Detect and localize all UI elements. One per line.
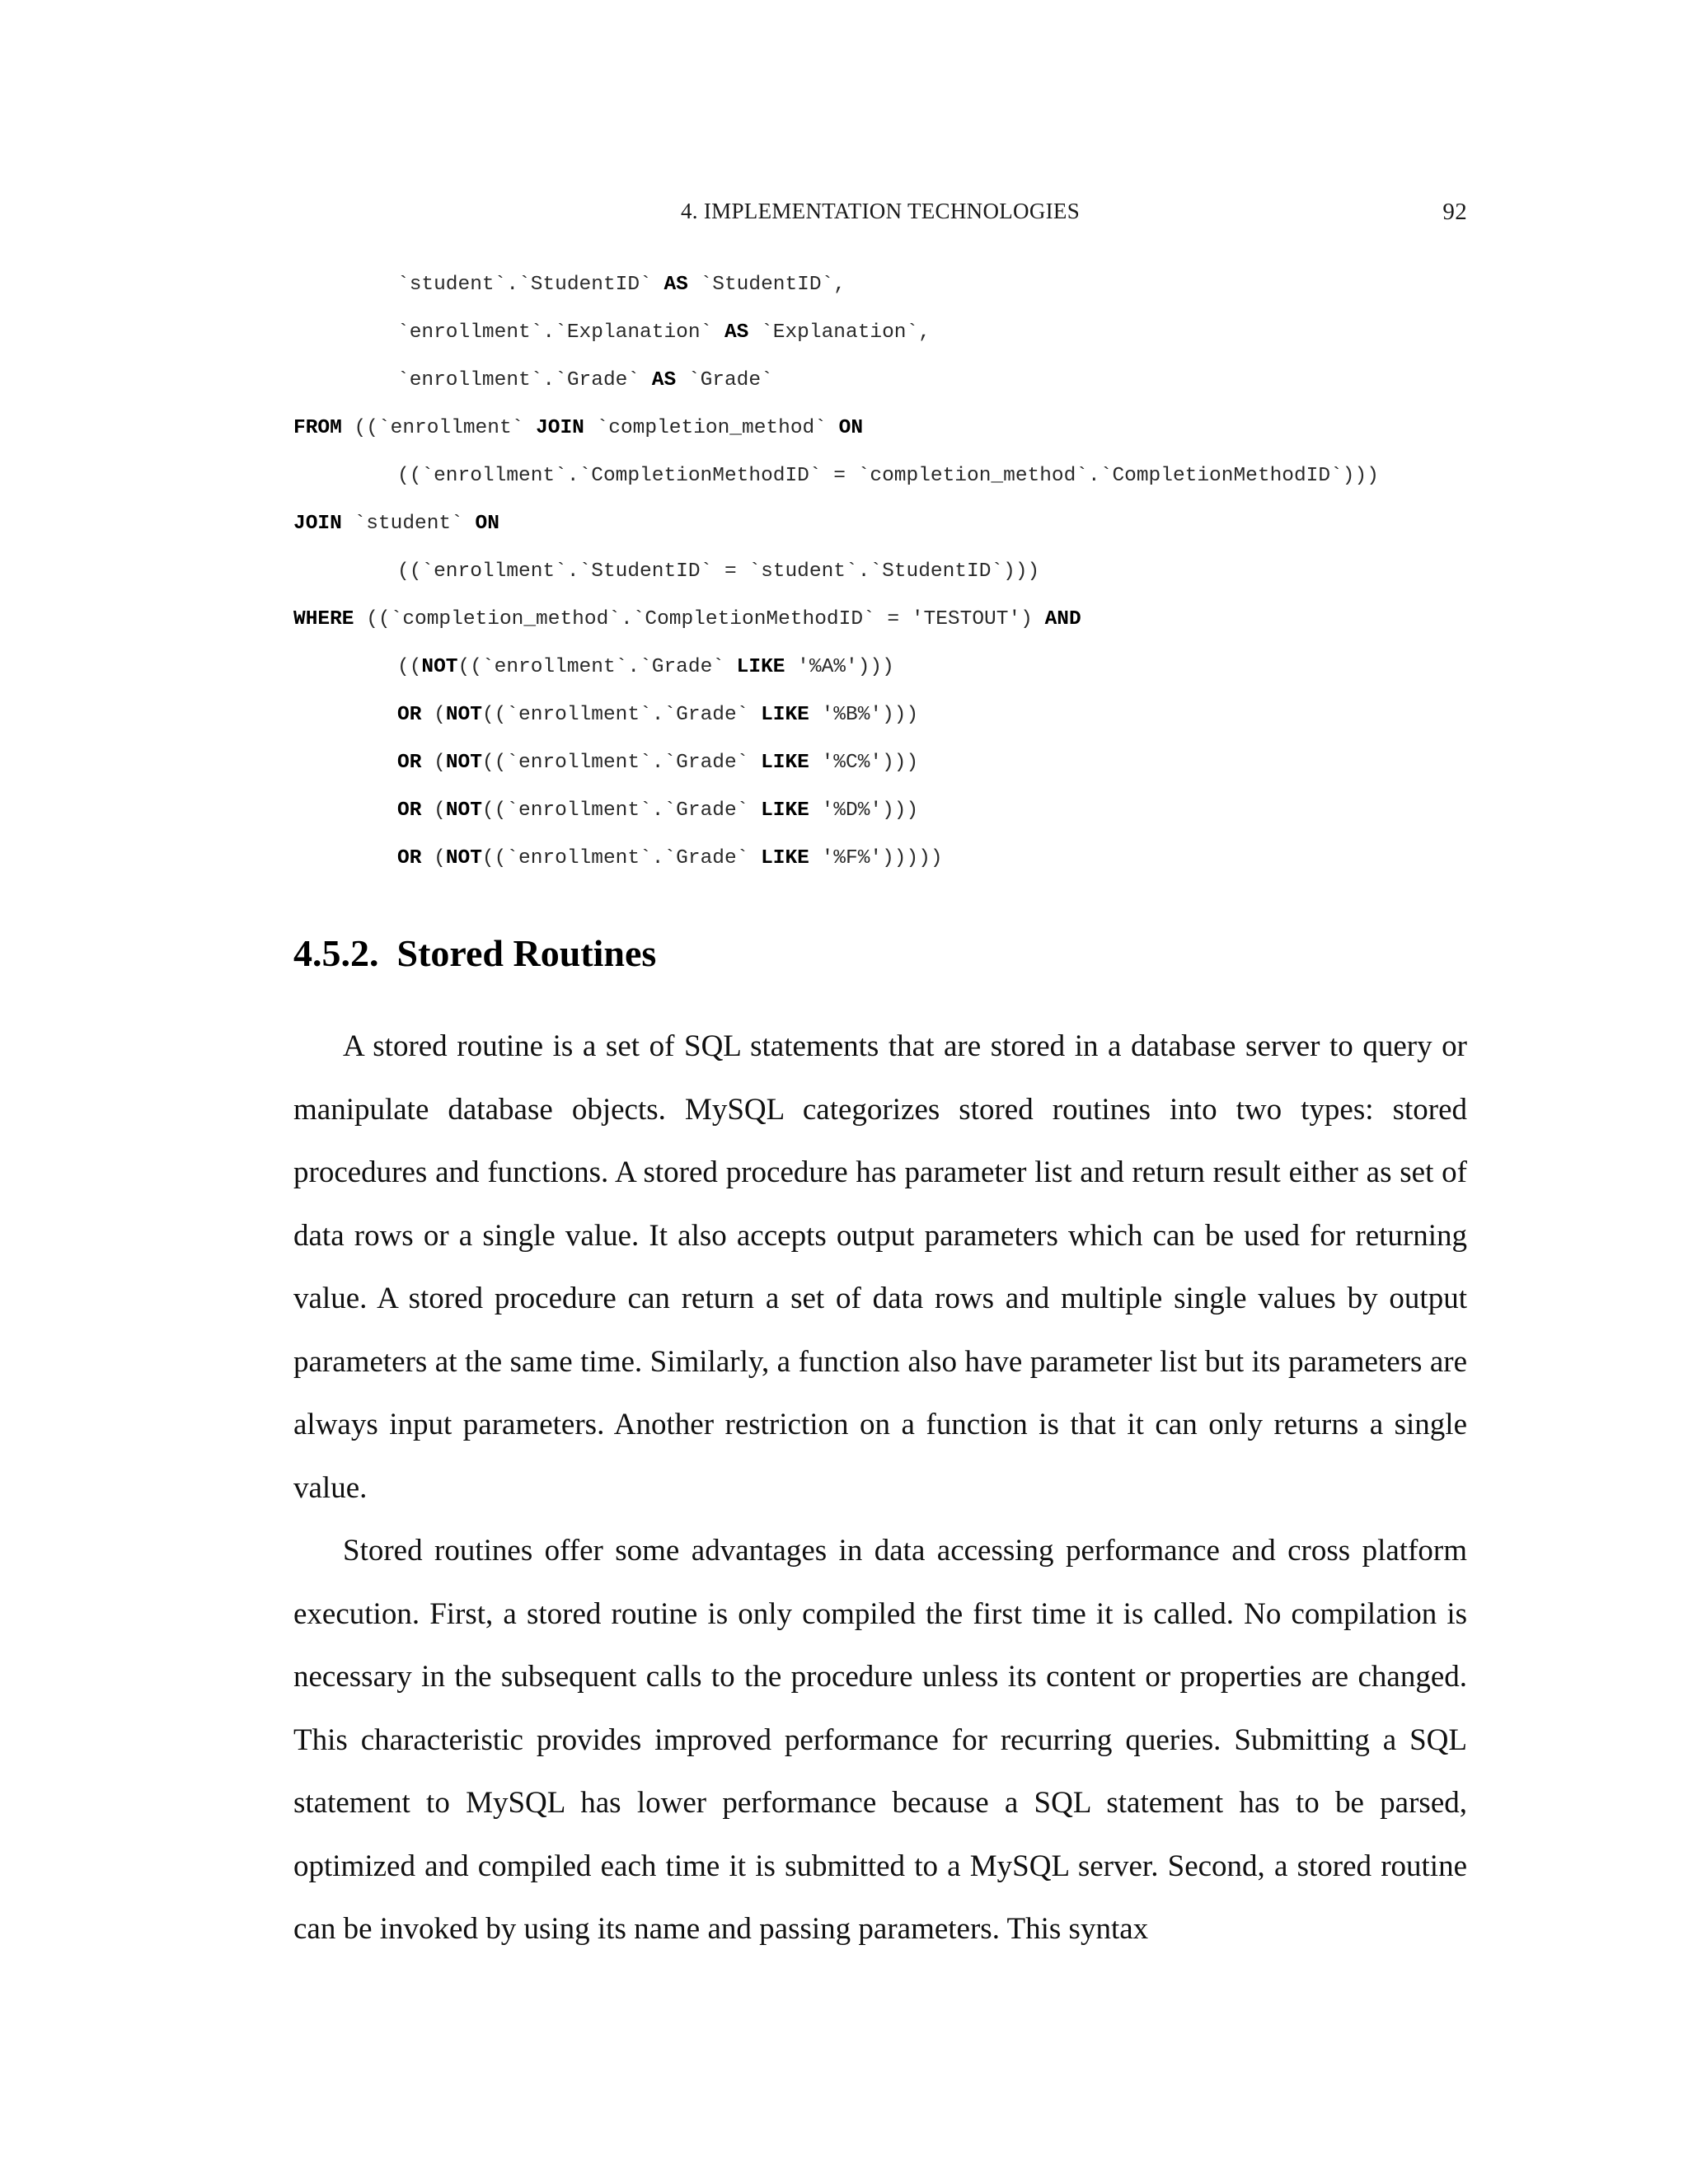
code-text: '%D%')))	[809, 799, 919, 822]
code-line	[293, 316, 1530, 364]
running-header	[293, 199, 1467, 232]
code-text: '%C%')))	[809, 752, 919, 774]
code-text: ((`completion_method`.`CompletionMethodID` = 'TESTOUT')	[354, 608, 1045, 630]
code-text: `Explanation`,	[748, 321, 931, 344]
code-text: ((`enrollment`.`Grade`	[481, 799, 762, 822]
sql-keyword: NOT	[445, 799, 482, 822]
sql-keyword: NOT	[445, 704, 482, 726]
code-text: (	[421, 799, 446, 822]
code-text: `student`.`StudentID`	[397, 274, 664, 296]
code-text: ((`enrollment`.`Grade`	[481, 847, 762, 869]
sql-keyword: NOT	[445, 752, 482, 774]
sql-keyword: JOIN	[536, 417, 584, 439]
code-text: ((`enrollment`.`Grade`	[481, 704, 762, 726]
code-line	[293, 794, 1530, 842]
code-text: '%A%')))	[785, 656, 894, 678]
page-number: 92	[1442, 199, 1467, 225]
sql-keyword: OR	[397, 752, 422, 774]
code-text: ((`enrollment`.`Grade`	[481, 752, 762, 774]
sql-keyword: LIKE	[761, 752, 809, 774]
code-text: `enrollment`.`Grade`	[397, 369, 652, 391]
code-text: '%B%')))	[809, 704, 919, 726]
code-text: `Grade`	[676, 369, 773, 391]
code-text: ((`enrollment`	[341, 417, 537, 439]
sql-keyword: LIKE	[761, 847, 809, 869]
sql-keyword: FROM	[293, 417, 342, 439]
code-line	[293, 364, 1530, 412]
sql-keyword: WHERE	[293, 608, 354, 630]
code-text: `StudentID`,	[687, 274, 846, 296]
code-line	[293, 508, 1530, 555]
code-line	[293, 603, 1530, 651]
code-line	[293, 269, 1530, 316]
section-title: Stored Routines	[396, 932, 657, 974]
section-heading	[293, 931, 656, 975]
code-line	[293, 842, 1530, 890]
sql-keyword: AS	[663, 274, 688, 296]
paragraph: Stored routines offer some advantages in data accessing performance and cross platform execution. First, a stored routine is only compiled the first time it is called. No compilation is necessary in the subsequent calls to the procedure unless its content or properties are changed. This characteristic provides improved performance for recurring queries. Submitting a SQL statement to MySQL has lower performance because a SQL statement has to be parsed, optimized and compiled each time it is submitted to a MySQL server. Second, a stored routine can be invoked by using its name and passing parameters. This syntax	[293, 1534, 1467, 1946]
code-text: (	[421, 704, 446, 726]
sql-keyword: OR	[397, 704, 422, 726]
code-text: `student`	[341, 513, 476, 535]
code-text: `enrollment`.`Explanation`	[397, 321, 724, 344]
sql-keyword: OR	[397, 799, 422, 822]
chapter-title: 4. IMPLEMENTATION TECHNOLOGIES	[680, 199, 1081, 223]
sql-keyword: NOT	[445, 847, 482, 869]
sql-keyword: LIKE	[761, 704, 809, 726]
sql-keyword: AS	[651, 369, 677, 391]
sql-code-listing	[293, 269, 1530, 890]
code-text: ((	[397, 656, 422, 678]
sql-keyword: JOIN	[293, 513, 342, 535]
sql-keyword: OR	[397, 847, 422, 869]
sql-keyword: NOT	[421, 656, 458, 678]
code-text: (	[421, 847, 446, 869]
code-line	[293, 412, 1530, 460]
code-line	[293, 699, 1530, 747]
sql-keyword: LIKE	[761, 799, 809, 822]
code-text: `completion_method`	[584, 417, 839, 439]
sql-keyword: ON	[838, 417, 864, 439]
code-text: ((`enrollment`.`StudentID` = `student`.`StudentID`)))	[397, 560, 1040, 583]
sql-keyword: ON	[475, 513, 499, 535]
body-text	[293, 1015, 1467, 1961]
code-text: (	[421, 752, 446, 774]
code-line	[293, 747, 1530, 794]
code-text: ((`enrollment`.`Grade`	[457, 656, 737, 678]
code-text: ((`enrollment`.`CompletionMethodID` = `completion_method`.`CompletionMethodID`)))	[397, 465, 1379, 487]
sql-keyword: AS	[724, 321, 749, 344]
sql-keyword: LIKE	[736, 656, 785, 678]
code-text: '%F%')))))	[809, 847, 943, 869]
code-line	[293, 460, 1530, 508]
section-number: 4.5.2.	[293, 932, 379, 974]
code-line	[293, 555, 1530, 603]
sql-keyword: AND	[1044, 608, 1081, 630]
paragraph: A stored routine is a set of SQL statements that are stored in a database server to query or manipulate database objects. MySQL categorizes stored routines into two types: stored procedures and functions. A stored procedure has parameter list and return result either as set of data rows or a single value. It also accepts output parameters which can be used for returning value. A stored procedure can return a set of data rows and multiple single values by output parameters at the same time. Similarly, a function also have parameter list but its parameters are always input parameters. Another restriction on a function is that it can only returns a single value.	[293, 1029, 1467, 1505]
code-line	[293, 651, 1530, 699]
